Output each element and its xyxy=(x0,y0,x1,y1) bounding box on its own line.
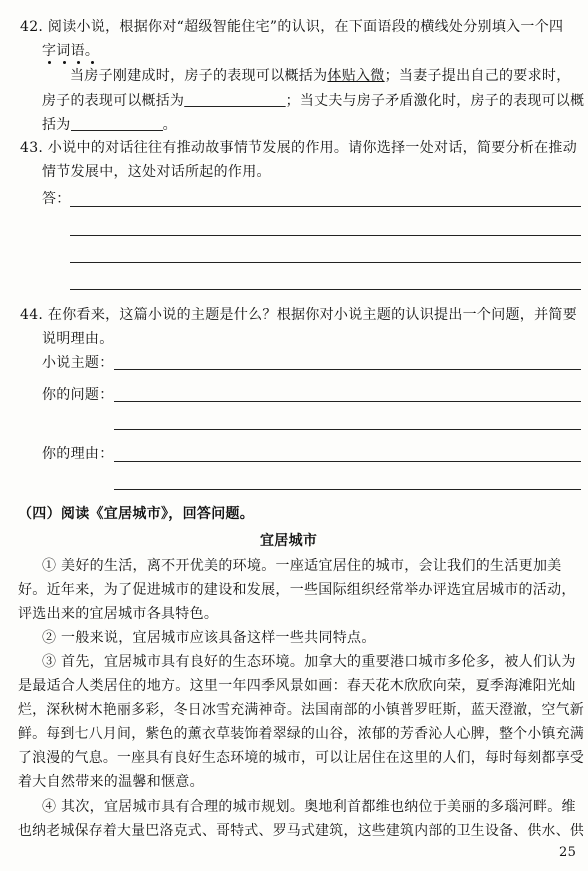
paragraph-3-line-6: 着大自然带来的温馨和惬意。 xyxy=(18,774,204,790)
q43-line-1: 43. 小说中的对话往往有推动故事情节发展的作用。请你选择一处对话，简要分析在推动 xyxy=(20,140,578,156)
q42-blank-2[interactable] xyxy=(184,92,285,107)
paragraph-3-line-5: 了浪漫的气息。一座具有良好生态环境的城市，可以让居住在这里的人们，每时每刻都享受 xyxy=(18,750,584,766)
emphasis-dot xyxy=(91,61,94,64)
q42-line-2: 字词语。 xyxy=(42,43,100,59)
q44-question-line-2[interactable] xyxy=(114,429,581,430)
paragraph-1-line-2: 好。近年来，为了促进城市的建设和发展，一些国际组织经常举办评选宜居城市的活动， xyxy=(18,582,576,598)
q43-line-2: 情节发展中，这处对话所起的作用。 xyxy=(42,164,271,180)
q44-reason-label: 你的理由： xyxy=(42,446,114,462)
paragraph-3-line-1: ③ 首先，宜居城市具有良好的生态环境。加拿大的重要港口城市多伦多，被人们认为 xyxy=(42,654,576,670)
paragraph-4-line-2: 也纳老城保存着大量巴洛克式、哥特式、罗马式建筑，这些建筑内部的卫生设备、供水、供 xyxy=(18,823,584,839)
q42-line-3: 当房子刚建成时，房子的表现可以概括为体贴入微；当妻子提出自己的要求时， xyxy=(70,68,571,84)
q43-answer-line-1[interactable] xyxy=(70,206,581,207)
q42-example-answer: 体贴入微 xyxy=(327,68,385,84)
article-title: 宜居城市 xyxy=(260,533,318,549)
q43-answer-label: 答： xyxy=(42,191,71,207)
q44-question-line-1[interactable] xyxy=(114,401,581,402)
q42-line-4: 房子的表现可以概括为 ；当丈夫与房子矛盾激化时，房子的表现可以概 xyxy=(42,93,585,109)
emphasis-dot xyxy=(48,61,51,64)
page-number: 25 xyxy=(559,845,577,860)
paragraph-3-line-4: 鲜。每到七八月间，紫色的薰衣草装饰着翠绿的山谷，浓郁的芳香沁人心脾，整个小镇充满 xyxy=(18,726,584,742)
q44-reason-line-1[interactable] xyxy=(114,461,581,462)
q42-line-1: 42. 阅读小说，根据你对“超级智能住宅”的认识，在下面语段的横线处分别填入一个四 xyxy=(20,19,564,35)
paragraph-2-line-1: ② 一般来说，宜居城市应该具备这样一些共同特点。 xyxy=(42,630,376,646)
paragraph-1-line-3: 评选出来的宜居城市各具特色。 xyxy=(18,606,219,622)
emphasis-dot xyxy=(77,61,80,64)
q43-answer-line-2[interactable] xyxy=(70,235,581,236)
q44-theme-label: 小说主题： xyxy=(42,355,114,371)
q43-answer-line-3[interactable] xyxy=(70,262,581,263)
paragraph-1-line-1: ① 美好的生活，离不开优美的环境。一座适宜居住的城市，会让我们的生活更加美 xyxy=(42,558,562,574)
q44-question-label: 你的问题： xyxy=(42,387,114,403)
q42-line-5: 括为 。 xyxy=(42,117,177,133)
paragraph-4-line-1: ④ 其次，宜居城市具有合理的城市规划。奥地利首都维也纳位于美丽的多瑙河畔。维 xyxy=(42,799,576,815)
q44-reason-line-2[interactable] xyxy=(114,489,581,490)
q44-line-2: 说明理由。 xyxy=(42,331,114,347)
paragraph-3-line-3: 烂，深秋树木艳丽多彩，冬日冰雪充满神奇。法国南部的小镇普罗旺斯，蓝天澄澈，空气新 xyxy=(18,702,584,718)
paragraph-3-line-2: 是最适合人类居住的地方。这里一年四季风景如画：春天花木欣欣向荣，夏季海滩阳光灿 xyxy=(18,678,576,694)
q43-answer-line-4[interactable] xyxy=(70,289,581,290)
q44-theme-line[interactable] xyxy=(114,369,581,370)
q42-blank-3[interactable] xyxy=(71,116,163,131)
emphasis-dot xyxy=(63,61,66,64)
section-heading: （四）阅读《宜居城市》，回答问题。 xyxy=(18,506,255,522)
q44-line-1: 44. 在你看来，这篇小说的主题是什么？根据你对小说主题的认识提出一个问题，并简要 xyxy=(20,307,578,323)
